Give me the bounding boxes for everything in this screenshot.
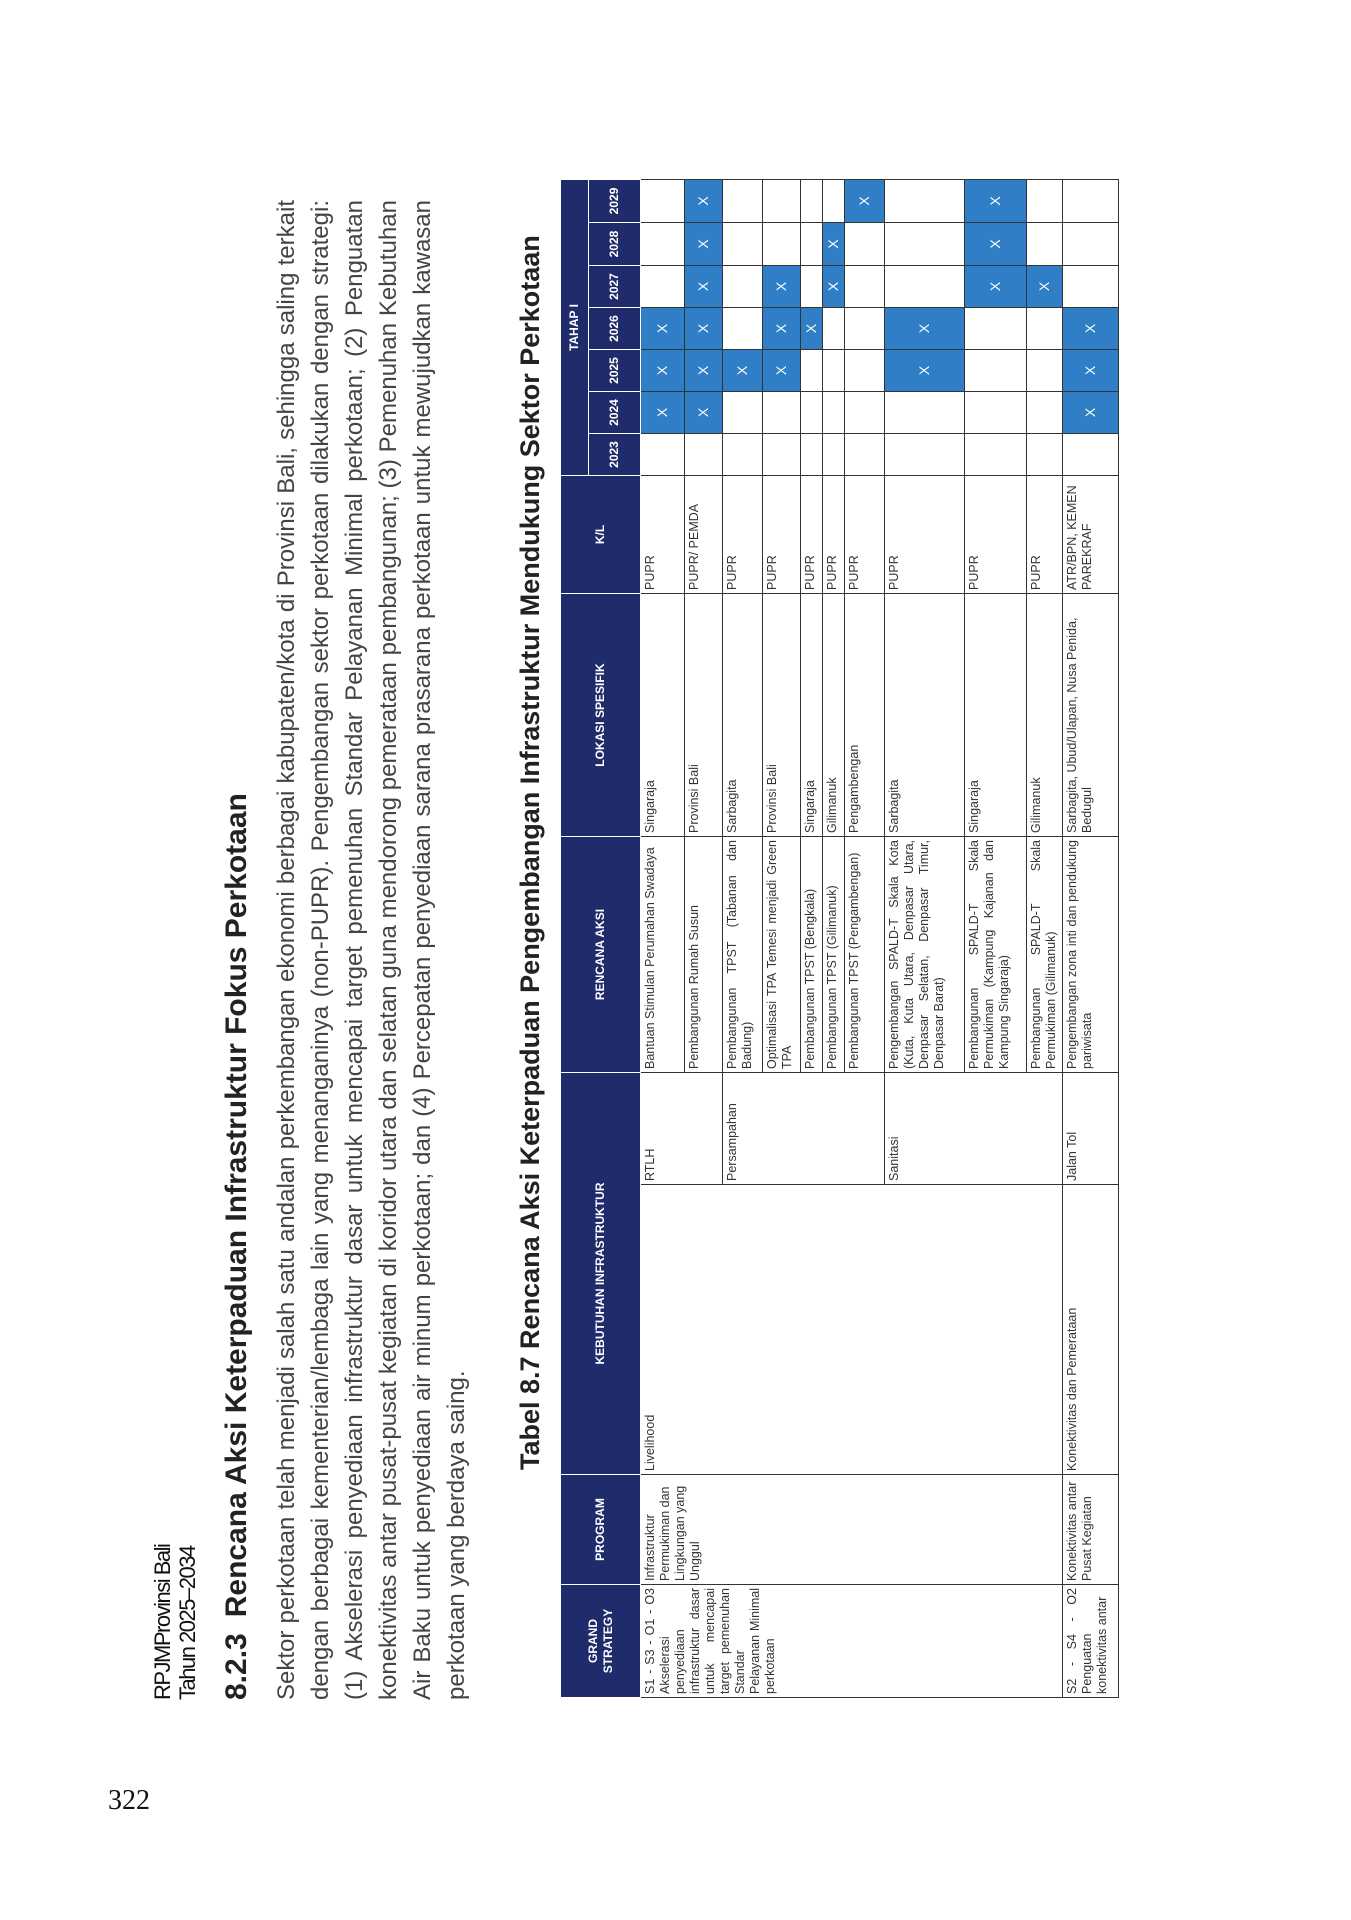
page-number: 322 [108,1785,150,1816]
grand-strategy-cell: S1 - S3 - O1 - O3 Akselerasi penyediaan infrastruktur dasar untuk mencapai target pemenuhan Standar Pelayanan Minimal perkotaan [641,1585,1063,1698]
year-mark-cell [1027,392,1063,434]
year-mark-cell [801,266,823,308]
kl-cell: PUPR/ PEMDA [685,476,723,594]
lokasi-cell: Singaraja [641,594,685,837]
year-mark-cell [885,392,965,434]
header-grand-strategy: GRAND STRATEGY [561,1585,641,1698]
year-mark-cell: X [641,392,685,434]
year-mark-cell [801,434,823,476]
year-mark-cell [823,434,845,476]
rencana-aksi-cell: Pengembangan zona inti dan pendukung pariwisata [1063,837,1119,1073]
year-mark-cell [1027,223,1063,266]
year-mark-cell [1027,308,1063,350]
rencana-aksi-cell: Pembangunan TPST (Bengkala) [801,837,823,1073]
year-mark-cell [845,266,885,308]
year-mark-cell: X [1063,350,1119,392]
year-mark-cell: X [801,308,823,350]
year-mark-cell [845,392,885,434]
header-year: 2025 [589,350,641,392]
year-mark-cell [885,179,965,222]
year-mark-cell [845,308,885,350]
kl-cell: PUPR [965,476,1027,594]
table-caption: Tabel 8.7 Rencana Aksi Keterpaduan Pengembangan Infrastruktur Mendukung Sektor Perkotaan [515,235,545,1470]
header-line-1: RPJMProvinsi Bali [150,1544,175,1700]
header-year: 2024 [589,392,641,434]
rotated-page-content [150,180,1210,1700]
year-mark-cell [723,223,763,266]
year-mark-cell [763,434,801,476]
table-row [641,179,685,1697]
year-mark-cell [823,179,845,222]
rencana-aksi-cell: Pembangunan TPST (Gilimanuk) [823,837,845,1073]
header-kebutuhan: KEBUTUHAN INFRASTRUKTUR [561,1073,641,1475]
header-line-2: Tahun 2025–2034 [175,1546,201,1700]
year-mark-cell [965,392,1027,434]
header-year: 2027 [589,266,641,308]
year-mark-cell: X [885,308,965,350]
year-mark-cell: X [885,350,965,392]
year-mark-cell: X [1063,392,1119,434]
year-mark-cell: X [641,308,685,350]
year-mark-cell: X [641,350,685,392]
year-mark-cell [801,223,823,266]
section-heading [220,793,254,1700]
year-mark-cell: X [1027,266,1063,308]
header-program: PROGRAM [561,1475,641,1585]
rencana-aksi-cell: Optimalisasi TPA Temesi menjadi Green TPA [763,837,801,1073]
year-mark-cell: X [763,350,801,392]
year-mark-cell: X [965,223,1027,266]
year-mark-cell: X [763,308,801,350]
rencana-aksi-cell: Pengembangan SPALD-T Skala Kota (Kuta, Kuta Utara, Denpasar Utara, Denpasar Selatan, Denpasar Timur, Denpasar Barat) [885,837,965,1073]
year-mark-cell: X [763,266,801,308]
year-mark-cell [1027,179,1063,222]
rencana-aksi-cell: Pembangunan TPST (Pengambengan) [845,837,885,1073]
year-mark-cell [801,179,823,222]
year-mark-cell [723,179,763,222]
year-mark-cell: X [723,350,763,392]
kebutuhan-cell: Konektivitas dan Pemerataan [1063,1185,1119,1475]
lokasi-cell: Gilimanuk [823,594,845,837]
year-mark-cell [723,392,763,434]
kl-cell: PUPR [1027,476,1063,594]
year-mark-cell: X [685,392,723,434]
lokasi-cell: Singaraja [801,594,823,837]
rencana-aksi-cell: Pembangunan TPST (Tabanan dan Badung) [723,837,763,1073]
running-header [150,1545,201,1700]
year-mark-cell: X [1063,308,1119,350]
lokasi-cell: Pengambengan [845,594,885,837]
year-mark-cell [823,308,845,350]
year-mark-cell: X [823,266,845,308]
header-year: 2028 [589,223,641,266]
year-mark-cell [723,308,763,350]
year-mark-cell [1027,350,1063,392]
header-year: 2029 [589,179,641,222]
lokasi-cell: Provinsi Bali [685,594,723,837]
year-mark-cell [823,392,845,434]
action-plan-table [560,179,1119,1698]
year-mark-cell [1063,223,1119,266]
lokasi-cell: Provinsi Bali [763,594,801,837]
rencana-aksi-cell: Pembangunan SPALD-T Skala Permukiman (Kampung Kajanan dan Kampung Singaraja) [965,837,1027,1073]
section-paragraph: Sektor perkotaan telah menjadi salah satu andalan perkembangan ekonomi berbagai kabupaten/kota di Provinsi Bali, sehingga saling terkait dengan berbagai kementerian/lembaga lain yang menanganinya (non-PUPR). Pengembangan sektor perkotaan dilakukan dengan strategi: (1) Akselerasi penyediaan infrastruktur dasar untuk mencapai target pemenuhan Standar Pelayanan Minimal perkotaan; (2) Penguatan konektivitas antar pusat-pusat kegiatan di koridor utara dan selatan guna mendorong pemerataan pembangunan; (3) Pemenuhan Kebutuhan Air Baku untuk penyediaan air minum perkotaan; dan (4) Percepatan penyediaan sarana prasarana perkotaan untuk mewujudkan kawasan perkotaan yang berdaya saing. [273,200,470,1700]
year-mark-cell: X [685,223,723,266]
year-mark-cell [823,350,845,392]
rencana-aksi-cell: Pembangunan SPALD-T Skala Permukiman (Gilimanuk) [1027,837,1063,1073]
year-mark-cell: X [823,223,845,266]
program-cell: Infrastruktur Permukiman dan Lingkungan yang Unggul [641,1475,1063,1585]
year-mark-cell [1027,434,1063,476]
subgroup-cell: Persampahan [723,1073,885,1185]
year-mark-cell [845,350,885,392]
lokasi-cell: Sarbagita, Ubud/Ulapan, Nusa Penida, Bedugul [1063,594,1119,837]
year-mark-cell [801,350,823,392]
table-body [641,179,1119,1697]
year-mark-cell: X [685,308,723,350]
year-mark-cell [965,308,1027,350]
year-mark-cell [763,179,801,222]
kl-cell: PUPR [723,476,763,594]
year-mark-cell [885,434,965,476]
section-number: 8.2.3 [220,1633,253,1700]
kl-cell: PUPR [763,476,801,594]
year-mark-cell: X [965,266,1027,308]
header-year: 2026 [589,308,641,350]
lokasi-cell: Sarbagita [885,594,965,837]
subgroup-cell: Jalan Tol [1063,1073,1119,1185]
table-row [1063,179,1119,1697]
header-year: 2023 [589,434,641,476]
year-mark-cell: X [965,179,1027,222]
year-mark-cell [641,179,685,222]
lokasi-cell: Gilimanuk [1027,594,1063,837]
subgroup-cell: RTLH [641,1073,723,1185]
header-rencana-aksi: RENCANA AKSI [561,837,641,1073]
year-mark-cell [723,266,763,308]
year-mark-cell [641,266,685,308]
year-mark-cell [1063,179,1119,222]
header-kl: K/L [561,476,641,594]
kl-cell: ATR/BPN, KEMEN PAREKRAF [1063,476,1119,594]
rencana-aksi-cell: Pembangunan Rumah Susun [685,837,723,1073]
year-mark-cell [885,223,965,266]
kl-cell: PUPR [801,476,823,594]
kl-cell: PUPR [641,476,685,594]
program-cell: Konektivitas antar Pusat Kegiatan [1063,1475,1119,1585]
header-lokasi: LOKASI SPESIFIK [561,594,641,837]
rencana-aksi-cell: Bantuan Stimulan Perumahan Swadaya [641,837,685,1073]
year-mark-cell [685,434,723,476]
grand-strategy-cell: S2 - S4 - O2 Penguatan konektivitas antar [1063,1585,1119,1698]
year-mark-cell [641,434,685,476]
year-mark-cell [845,434,885,476]
year-mark-cell [801,392,823,434]
kl-cell: PUPR [845,476,885,594]
subgroup-cell: Sanitasi [885,1073,1063,1185]
section-title: Rencana Aksi Keterpaduan Infrastruktur Fokus Perkotaan [220,793,253,1618]
lokasi-cell: Sarbagita [723,594,763,837]
year-mark-cell [763,392,801,434]
header-tahap: TAHAP I [561,179,589,475]
kl-cell: PUPR [885,476,965,594]
year-mark-cell [965,350,1027,392]
year-mark-cell [845,223,885,266]
year-mark-cell: X [685,350,723,392]
kl-cell: PUPR [823,476,845,594]
year-mark-cell: X [685,179,723,222]
year-mark-cell [723,434,763,476]
year-mark-cell [1063,434,1119,476]
year-mark-cell [1063,266,1119,308]
year-mark-cell [885,266,965,308]
year-mark-cell: X [845,179,885,222]
lokasi-cell: Singaraja [965,594,1027,837]
year-mark-cell: X [685,266,723,308]
kebutuhan-cell: Livelihood [641,1185,1063,1475]
year-mark-cell [763,223,801,266]
year-mark-cell [965,434,1027,476]
year-mark-cell [641,223,685,266]
